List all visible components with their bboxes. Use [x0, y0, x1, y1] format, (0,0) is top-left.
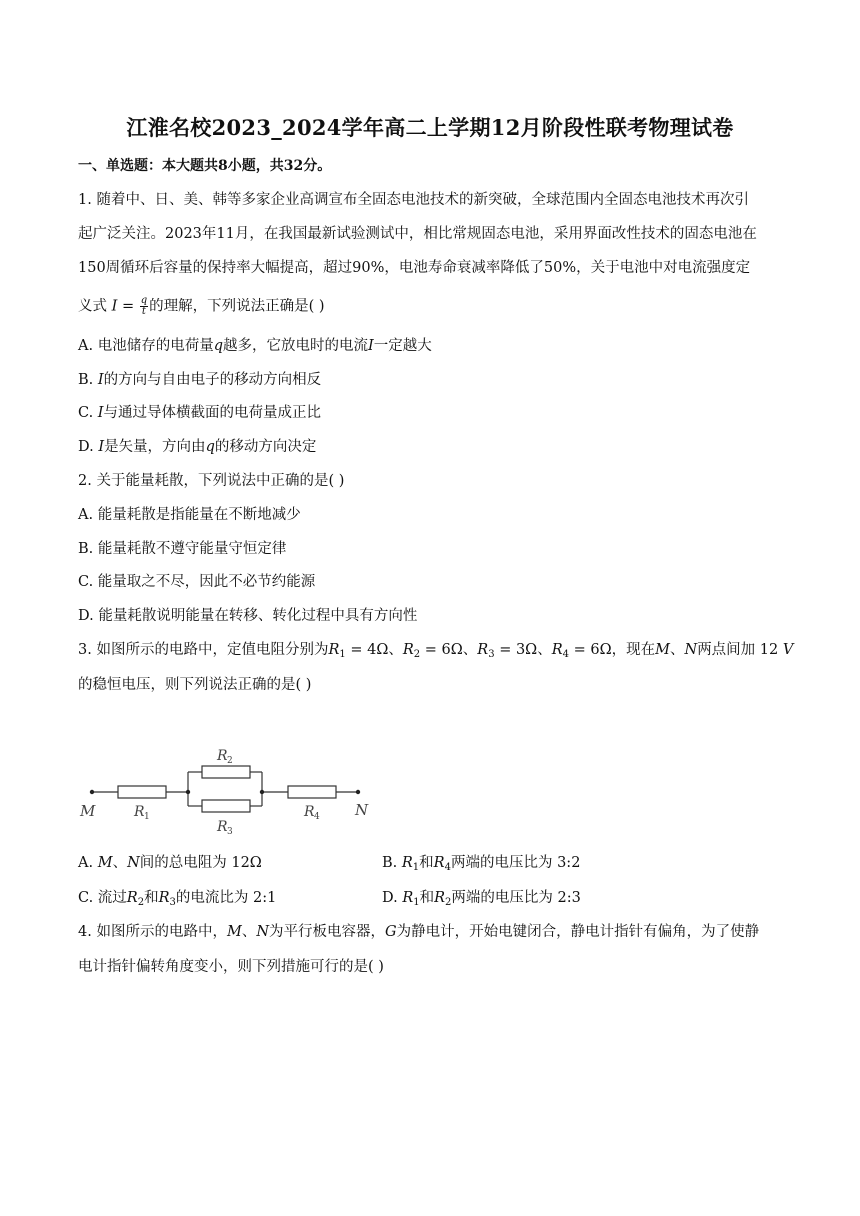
- q1-option-d-text-1: 是矢量，方向由: [104, 439, 206, 455]
- q4-text-3: 为静电计，开始电键闭合，静电计指针有偏角，为了使静: [396, 924, 760, 940]
- q3-stem-text: 3. 如图所示的电路中，定值电阻分别为: [78, 642, 329, 658]
- q3-option-c: [78, 888, 276, 913]
- q2-stem: 2. 关于能量耗散，下列说法中正确的是( ): [78, 473, 345, 489]
- q3-r3-symbol: R: [477, 642, 489, 658]
- q1-stem-line-1: 1. 随着中、日、美、韩等多家企业高调宣布全固态电池技术的新突破，全球范围内全固态电池技术再次引: [78, 192, 749, 208]
- q3-r4-sub: 4: [562, 649, 570, 660]
- q1-option-a-q: q: [213, 338, 223, 354]
- q3-circuit-diagram: [76, 742, 386, 836]
- q3-option-d-r2: R: [434, 890, 446, 906]
- label-r2: R: [217, 748, 228, 764]
- q3-option-d-label: D.: [382, 890, 398, 906]
- label-r4: R: [304, 804, 315, 820]
- q1-option-d: [78, 437, 316, 457]
- q1-option-c: [78, 403, 321, 423]
- q3-option-b: [382, 853, 580, 878]
- q3-option-a-text: 间的总电阻为 12Ω: [139, 855, 262, 871]
- q1-option-d-i: I: [98, 439, 105, 455]
- q3-option-c-text: 的电流比为 2:1: [175, 890, 277, 906]
- q2-option-a: A. 能量耗散是指能量在不断地减少: [78, 507, 301, 523]
- q1-stem-line-4: [78, 296, 790, 317]
- q3-r2-value: = 6Ω、: [420, 642, 478, 658]
- q3-stem-line-1: [78, 640, 794, 665]
- q3-option-c-r2-sub: 2: [137, 897, 145, 908]
- q4-m: M: [226, 924, 242, 940]
- q4-n: N: [256, 924, 269, 940]
- node-m-dot: [90, 790, 94, 794]
- junction-right-dot: [260, 790, 264, 794]
- q3-stem-line-2: 的稳恒电压，则下列说法正确的是( ): [78, 677, 312, 693]
- q1-formula-numerator: q: [140, 295, 148, 306]
- q3-option-b-r4-sub: 4: [444, 862, 451, 873]
- q1-option-b-text: 的方向与自由电子的移动方向相反: [103, 372, 322, 388]
- label-r1-sub: 1: [144, 812, 150, 822]
- q1-option-b-i: I: [97, 372, 104, 388]
- q3-option-b-label: B.: [382, 855, 398, 871]
- q1-option-c-text: 与通过导体横截面的电荷量成正比: [103, 405, 322, 421]
- label-r4-sub: 4: [314, 812, 320, 822]
- q3-option-a-n: N: [127, 855, 140, 871]
- q3-r1-symbol: R: [328, 642, 340, 658]
- q1-formula-lhs: I =: [111, 298, 139, 315]
- q3-sep: 、: [670, 642, 685, 658]
- q3-r3-value: = 3Ω、: [494, 642, 552, 658]
- q4-sep: 、: [241, 924, 257, 940]
- q3-n: N: [684, 642, 698, 658]
- label-n: N: [355, 801, 369, 819]
- q3-option-b-r1-sub: 1: [412, 862, 420, 873]
- q3-option-b-and: 和: [419, 855, 434, 871]
- q3-v-unit: V: [782, 642, 794, 658]
- q3-option-d-r1-sub: 1: [413, 897, 420, 908]
- q3-option-c-and: 和: [144, 890, 159, 906]
- page-title: 江淮名校2023_2024学年高二上学期12月阶段性联考物理试卷: [126, 115, 734, 140]
- q1-option-b: [78, 370, 321, 390]
- q3-stem-voltage: 两点间加 12: [697, 642, 783, 658]
- q3-option-b-text: 两端的电压比为 3:2: [450, 855, 581, 871]
- q3-option-b-r1: R: [401, 855, 413, 871]
- q3-option-d-r2-sub: 2: [445, 897, 452, 908]
- q3-option-a: [78, 853, 262, 873]
- q3-r2-symbol: R: [402, 642, 414, 658]
- q3-r1-value: = 4Ω、: [345, 642, 403, 658]
- q3-r1-sub: 1: [339, 649, 346, 660]
- q2-option-c: C. 能量取之不尽，因此不必节约能源: [78, 574, 316, 590]
- q3-option-b-r4: R: [433, 855, 445, 871]
- q3-option-d: [382, 888, 581, 913]
- q3-option-c-label: C. 流过: [78, 890, 127, 906]
- q1-stem-line-3: 150周循环后容量的保持率大幅提高，超过90%，电池寿命衰减率降低了50%，关于电池中对电流强度定: [78, 260, 751, 276]
- q2-option-d: D. 能量耗散说明能量在转移、转化过程中具有方向性: [78, 608, 418, 624]
- q3-option-c-r3-sub: 3: [169, 897, 176, 908]
- q1-option-d-q: q: [205, 439, 215, 455]
- q1-option-d-text-2: 的移动方向决定: [214, 439, 317, 455]
- q3-option-a-sep: 、: [112, 855, 128, 871]
- junction-left-dot: [186, 790, 190, 794]
- section-heading: 一、单选题：本大题共8小题，共32分。: [78, 158, 332, 174]
- q1-prefix: 义式: [78, 298, 107, 315]
- q1-option-a-i: I: [368, 338, 374, 354]
- q3-option-a-label: A.: [78, 855, 94, 871]
- q1-option-b-label: B.: [78, 372, 94, 388]
- q3-r2-sub: 2: [413, 649, 421, 660]
- q3-option-d-and: 和: [419, 890, 435, 906]
- q1-formula-denominator: t: [141, 306, 146, 317]
- q1-stem-line-2: 起广泛关注。2023年11月，在我国最新试验测试中，相比常规固态电池，采用界面改性技术的固态电池在: [78, 226, 757, 242]
- q1-option-a-text-1: A. 电池储存的电荷量: [78, 338, 214, 354]
- q1-option-c-label: C.: [78, 405, 94, 421]
- q4-text-2: 为平行板电容器，: [269, 924, 385, 940]
- q3-option-c-r3: R: [158, 890, 170, 906]
- q3-option-a-m: M: [97, 855, 113, 871]
- node-n-dot: [356, 790, 360, 794]
- label-r1: R: [134, 804, 145, 820]
- q3-option-c-r2: R: [126, 890, 138, 906]
- q4-stem-line-2: 电计指针偏转角度变小，则下列措施可行的是( ): [78, 959, 384, 975]
- label-r3-sub: 3: [227, 827, 233, 836]
- label-r3: R: [217, 819, 228, 835]
- q3-r4-value: = 6Ω，现在: [569, 642, 656, 658]
- q1-option-a-text-3: 一定越大: [373, 338, 432, 354]
- q3-option-d-r1: R: [402, 890, 414, 906]
- q2-option-b: B. 能量耗散不遵守能量守恒定律: [78, 541, 287, 557]
- label-m: M: [80, 802, 96, 820]
- q1-option-c-i: I: [97, 405, 104, 421]
- q3-option-d-text: 两端的电压比为 2:3: [451, 890, 581, 906]
- q1-option-d-label: D.: [78, 439, 94, 455]
- q1-suffix: 的理解，下列说法正确是( ): [149, 298, 325, 315]
- q3-m: M: [655, 642, 670, 658]
- q3-r3-sub: 3: [488, 649, 495, 660]
- q4-stem-line-1: [78, 922, 790, 942]
- q1-option-a-text-2: 越多，它放电时的电流: [223, 338, 368, 354]
- q3-r4-symbol: R: [551, 642, 563, 658]
- q4-g: G: [385, 924, 397, 940]
- label-r2-sub: 2: [227, 756, 233, 766]
- q1-option-a: [78, 336, 432, 356]
- q4-text-1: 4. 如图所示的电路中，: [78, 924, 227, 940]
- q1-formula-fraction: [140, 296, 148, 317]
